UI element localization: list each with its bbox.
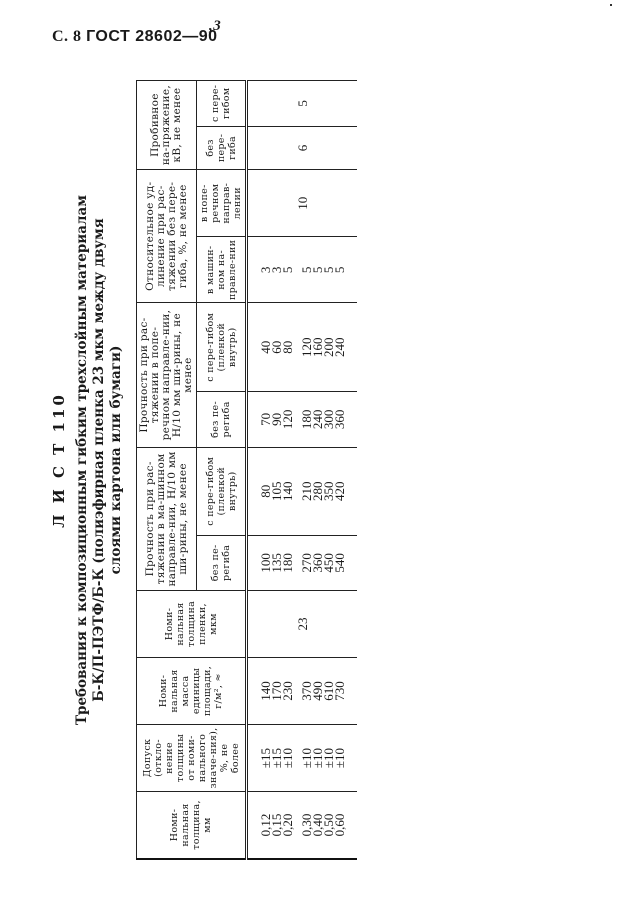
subheader-breakdown-fold: с пере-гибом	[197, 81, 247, 127]
header-breakdown: Пробивное на-пряжение, кВ, не менее	[137, 81, 197, 170]
cell-film: 23	[247, 591, 358, 658]
subheader-elong-cross: в попе-речном направ-лении	[197, 170, 247, 237]
cell-mass: 140 170 230 370 490 610 730	[247, 658, 358, 725]
cell-strength-cross-fold: 40 60 80 120 160 200 240	[247, 303, 358, 392]
header-mass: Номи-нальная масса единицы площади, г/м², ≈	[137, 658, 247, 725]
rotated-table-page	[40, 60, 600, 860]
handwritten-mark: ,3	[209, 18, 222, 34]
header-film: Номи-нальная толщина пленки, мкм	[137, 591, 247, 658]
header-thickness: Номи-нальная толщина, мм	[137, 792, 247, 860]
subheader-machine-fold: с пере-гибом (пленкой внутрь)	[197, 447, 247, 535]
caption-line-2: Б-К/П-ПЭТФ/Б-К (полиэфирная пленка 23 мкм между двумя	[91, 218, 107, 702]
caption-line-1: Требования к композиционным гибким трехслойным материалам	[74, 194, 90, 726]
header-strength-cross: Прочность при рас-тяжении в попе-речном направле-нии, Н/10 мм ши-рины, не менее	[137, 303, 197, 447]
cell-breakdown-no-fold: 6	[247, 126, 358, 169]
cell-tolerance: ±15 ±15 ±10 ±10 ±10 ±10 ±10	[247, 725, 358, 792]
cell-breakdown-fold: 5	[247, 81, 358, 127]
page-header	[52, 18, 222, 46]
subheader-breakdown-no-fold: без пере-гиба	[197, 126, 247, 169]
header-tolerance: Допуск (откло-нение толщины от номи-нального значе-ния), %, не более	[137, 725, 247, 792]
cell-elongation-machine: 3 3 5 5 5 5 5	[247, 237, 358, 303]
cell-thickness: 0,12 0,15 0,20 0,30 0,40 0,50 0,60	[247, 792, 358, 860]
caption-line-3: слоями картона или бумаги)	[108, 345, 124, 575]
table-titles	[40, 60, 125, 860]
requirements-table	[136, 80, 357, 860]
table-row	[247, 81, 358, 860]
table-caption	[74, 60, 125, 860]
header-strength-machine: Прочность при рас-тяжении в ма-шинном направле-нии, Н/10 мм ши-рины, не менее	[137, 447, 197, 590]
sheet-title: Л И С Т 110	[50, 392, 68, 528]
subheader-machine-no-fold: без пе-региба	[197, 535, 247, 590]
cell-elongation-cross: 10	[247, 170, 358, 237]
scan-speck	[610, 4, 612, 6]
cell-strength-cross-no-fold: 70 90 120 180 240 300 360	[247, 392, 358, 448]
standard-number: ГОСТ 28602—90	[86, 28, 218, 45]
page-number: С. 8	[52, 28, 82, 45]
header-elongation: Относительное уд-линение при рас-тяжении без пере-гиба, %, не менее	[137, 170, 197, 303]
subheader-cross-no-fold: без пе-региба	[197, 392, 247, 448]
cell-strength-machine-fold: 80 105 140 210 280 350 420	[247, 447, 358, 535]
subheader-cross-fold: с пере-гибом (пленкой внутрь)	[197, 303, 247, 392]
cell-strength-machine-no-fold: 100 135 180 270 360 450 540	[247, 535, 358, 590]
subheader-elong-machine: в машин-ном на-правле-нии	[197, 237, 247, 303]
